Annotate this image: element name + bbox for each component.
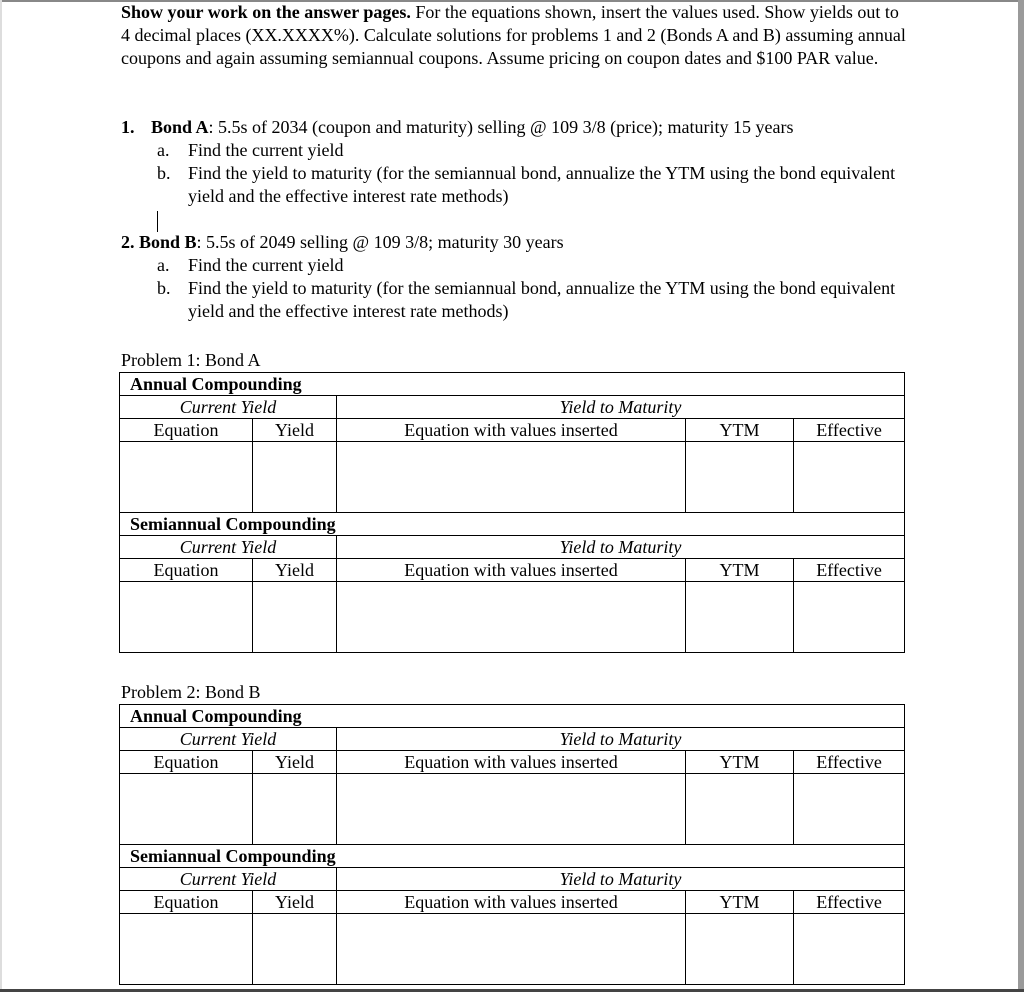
p2-semi-ytm-header: Yield to Maturity [337,868,905,891]
p1-semi-eqvalues-cell[interactable] [337,582,686,653]
problems-list [121,116,911,323]
p2-semi-equation-head: Equation [120,891,253,914]
p2-annual-title: Annual Compounding [120,705,905,728]
p2-semi-effective-head: Effective [794,891,905,914]
instructions-lead: Show your work on the answer pages. [121,2,411,22]
p2-annual-eqvalues-head: Equation with values inserted [337,751,686,774]
problem-1-a-text: Find the current yield [188,140,344,160]
p1-annual-effective-head: Effective [794,419,905,442]
problem-1-number: 1. [121,117,135,137]
p1-semi-equation-head: Equation [120,559,253,582]
problem-1-name: Bond A [151,117,209,137]
p1-annual-ytm-cell[interactable] [686,442,794,513]
text-cursor [157,211,158,232]
p2-annual-ytm-header: Yield to Maturity [337,728,905,751]
section-label-problem-1: Problem 1: Bond A [121,350,261,370]
p1-semi-effective-cell[interactable] [794,582,905,653]
problem-1-part-b [121,162,911,208]
problem-2-desc: : 5.5s of 2049 selling @ 109 3/8; maturity 30 years [196,232,564,252]
table-p1-annual [119,372,905,653]
p1-semi-ytm-cell[interactable] [686,582,794,653]
p1-annual-eqvalues-head: Equation with values inserted [337,419,686,442]
p2-annual-equation-cell[interactable] [120,774,253,845]
right-edge [1018,0,1024,992]
p2-annual-equation-head: Equation [120,751,253,774]
p1-annual-yield-head: Yield [253,419,337,442]
problem-2-number: 2. [121,232,135,252]
p2-semi-effective-cell[interactable] [794,914,905,985]
p2-annual-effective-head: Effective [794,751,905,774]
p1-annual-equation-head: Equation [120,419,253,442]
p1-annual-current-yield: Current Yield [120,396,337,419]
p2-semi-ytm-cell[interactable] [686,914,794,985]
table-p2 [119,704,905,985]
problem-1-b-text: Find the yield to maturity (for the semiannual bond, annualize the YTM using the bond equivalent yield and the effective interest rate methods) [188,163,896,206]
p2-semi-yield-head: Yield [253,891,337,914]
p2-semi-current-yield: Current Yield [120,868,337,891]
left-edge [0,0,2,992]
p1-semi-equation-cell[interactable] [120,582,253,653]
p1-annual-equation-cell[interactable] [120,442,253,513]
p2-semi-yield-cell[interactable] [253,914,337,985]
p2-semi-eqvalues-cell[interactable] [337,914,686,985]
p1-annual-title: Annual Compounding [120,373,905,396]
p2-annual-current-yield: Current Yield [120,728,337,751]
instructions-paragraph [121,1,911,70]
p1-semi-current-yield: Current Yield [120,536,337,559]
p2-annual-effective-cell[interactable] [794,774,905,845]
problem-2-b-text: Find the yield to maturity (for the semiannual bond, annualize the YTM using the bond equivalent yield and the effective interest rate methods) [188,278,896,321]
p1-annual-eqvalues-cell[interactable] [337,442,686,513]
problem-2-name: Bond B [139,232,197,252]
problem-2-a-text: Find the current yield [188,255,344,275]
p1-annual-yield-cell[interactable] [253,442,337,513]
problem-2-b-letter: b. [157,278,171,298]
p2-semi-eqvalues-head: Equation with values inserted [337,891,686,914]
p1-annual-ytm-head: YTM [686,419,794,442]
problem-2-part-a [121,254,911,277]
p2-annual-yield-cell[interactable] [253,774,337,845]
problem-2 [121,231,911,254]
p2-annual-eqvalues-cell[interactable] [337,774,686,845]
p1-annual-ytm-header: Yield to Maturity [337,396,905,419]
p1-semi-eqvalues-head: Equation with values inserted [337,559,686,582]
p1-semi-yield-head: Yield [253,559,337,582]
p1-semi-effective-head: Effective [794,559,905,582]
problem-1-part-a [121,139,911,162]
problem-2-part-b [121,277,911,323]
p2-annual-yield-head: Yield [253,751,337,774]
p2-semi-title: Semiannual Compounding [120,845,905,868]
p1-semi-title: Semiannual Compounding [120,513,905,536]
p2-annual-ytm-cell[interactable] [686,774,794,845]
p1-semi-ytm-header: Yield to Maturity [337,536,905,559]
p1-semi-ytm-head: YTM [686,559,794,582]
problem-1 [121,116,911,139]
section-label-problem-2: Problem 2: Bond B [121,682,261,702]
problem-1-b-letter: b. [157,163,171,183]
problem-1-a-letter: a. [157,140,170,160]
problem-1-desc: : 5.5s of 2034 (coupon and maturity) selling @ 109 3/8 (price); maturity 15 years [208,117,794,137]
p2-semi-ytm-head: YTM [686,891,794,914]
p1-annual-effective-cell[interactable] [794,442,905,513]
p2-semi-equation-cell[interactable] [120,914,253,985]
problem-2-a-letter: a. [157,255,170,275]
p1-semi-yield-cell[interactable] [253,582,337,653]
instructions-text: For the equations shown, insert the values used. Show yields out to 4 decimal places (XX.XXXX%). Calculate solutions for problems 1 and 2 (Bonds A and B) assuming annual coupons and again assuming semiannual coupons. Assume pricing on coupon dates and $100 PAR value. [121,2,906,68]
p2-annual-ytm-head: YTM [686,751,794,774]
